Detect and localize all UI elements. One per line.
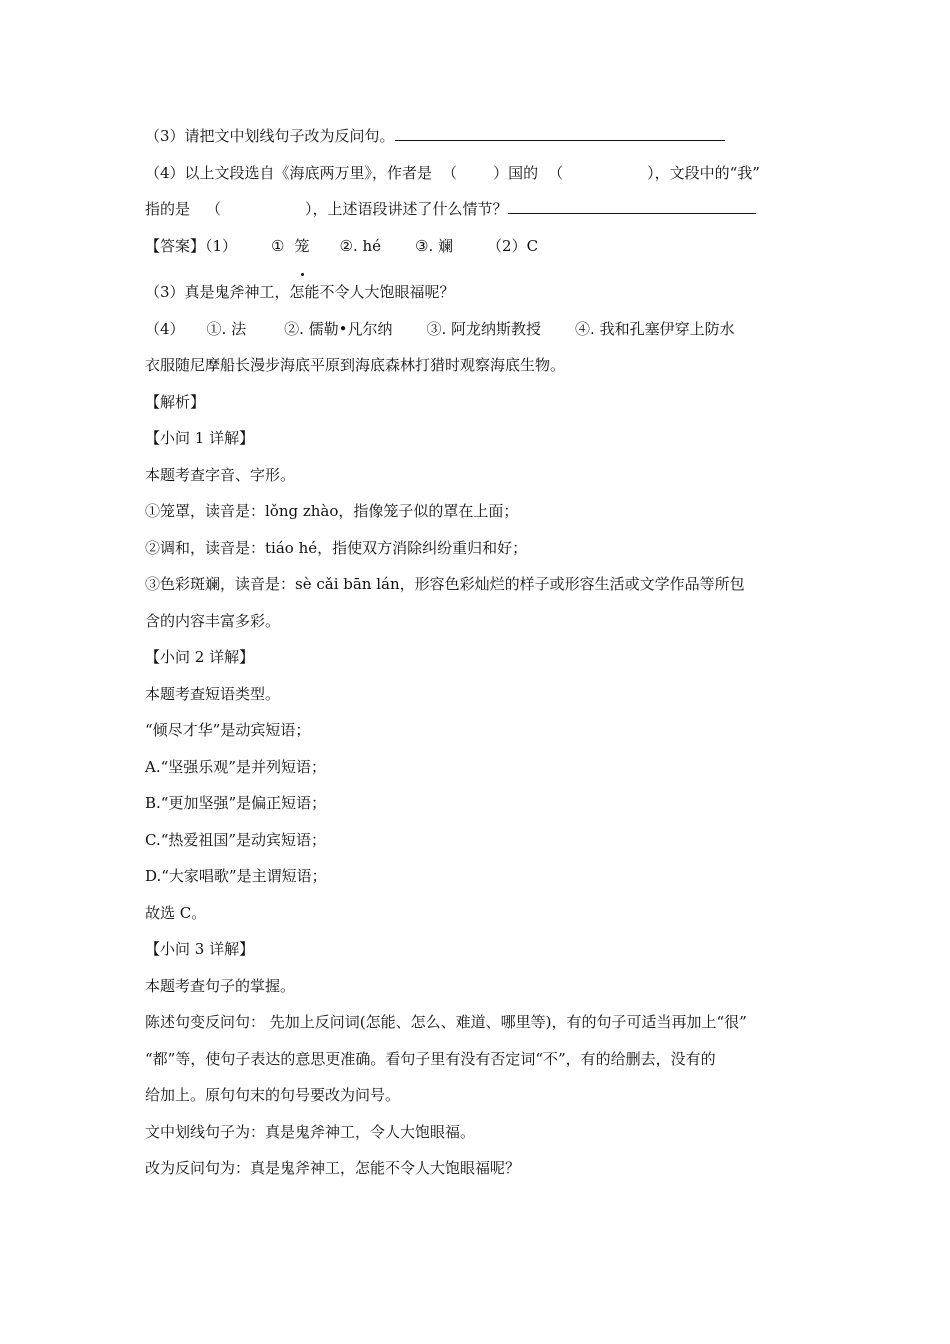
section-2-text: D.“大家唱歌”是主谓短语； bbox=[145, 867, 327, 885]
section-3-text: 文中划线句子为：真是鬼斧神工，令人大饱眼福。 bbox=[145, 1122, 476, 1141]
section-3-text: 给加上。原句句末的句号要改为问号。 bbox=[145, 1086, 401, 1104]
question-3-text: （3）请把文中划线句子改为反问句。 bbox=[145, 127, 395, 145]
answer-line-3: （3）真是鬼斧神工，怎能不令人大饱眼福呢？ bbox=[145, 283, 455, 301]
section-3-text: 改为反问句为：真是鬼斧神工，怎能不令人大饱眼福呢？ bbox=[145, 1159, 521, 1177]
analysis-label: 【解析】 bbox=[145, 392, 206, 411]
answer-line-4: （4） ①. 法 ②. 儒勒•凡尔纳 ③. 阿龙纳斯教授 ④. 我和孔塞伊穿上防水 bbox=[145, 319, 735, 338]
answer-blank bbox=[395, 126, 725, 141]
section-3-text: “都”等，使句子表达的意思更准确。看句子里有没有否定词“不”，有的给删去，没有的 bbox=[145, 1049, 716, 1068]
document-page bbox=[145, 118, 825, 1187]
answer-label: 【答案】（1） bbox=[145, 236, 238, 255]
section-2-text: A.“坚强乐观”是并列短语； bbox=[145, 757, 326, 776]
section-3-text: 陈述句变反问句： 先加上反问词(怎能、怎么、难道、哪里等)，有的句子可适当再加上“很” bbox=[145, 1013, 747, 1031]
section-2-text: 故选 C。 bbox=[145, 903, 207, 922]
section-2-text: “倾尽才华”是动宾短语； bbox=[145, 721, 311, 739]
question-3-line bbox=[145, 118, 825, 155]
section-1-title: 【小问 1 详解】 bbox=[145, 429, 255, 447]
section-1-text: ①笼罩，读音是：lǒng zhào，指像笼子似的罩在上面； bbox=[145, 502, 519, 520]
section-1-text: ③色彩斑斓，读音是：sè cǎi bān lán，形容色彩灿烂的样子或形容生活或文学作品等所包 bbox=[145, 575, 745, 593]
answer-line-1: 【答案】（1） ① 笼 ②. hé ③. 斓 （2）C bbox=[145, 228, 825, 265]
section-3-title: 【小问 3 详解】 bbox=[145, 940, 255, 958]
emphasis-dot-char: 笼 bbox=[295, 228, 310, 265]
answer-blank bbox=[508, 199, 756, 214]
section-1-text: 含的内容丰富多彩。 bbox=[145, 611, 281, 630]
section-1-text: 本题考查字音、字形。 bbox=[145, 465, 296, 484]
section-1-text: ②调和，读音是：tiáo hé，指使双方消除纠纷重归和好； bbox=[145, 538, 528, 557]
question-4-text: （4）以上文段选自《海底两万里》，作者是 bbox=[145, 163, 433, 182]
section-2-text: B.“更加坚强”是偏正短语； bbox=[145, 794, 327, 812]
section-2-text: 本题考查短语类型。 bbox=[145, 684, 281, 703]
section-2-title: 【小问 2 详解】 bbox=[145, 648, 255, 666]
question-4-line-1: （4）以上文段选自《海底两万里》，作者是 （ ）国的 （ ），文段中的“我” bbox=[145, 163, 760, 182]
section-2-text: C.“热爱祖国”是动宾短语； bbox=[145, 830, 327, 849]
answer-line-5: 衣服随尼摩船长漫步海底平原到海底森林打猎时观察海底生物。 bbox=[145, 356, 566, 374]
section-3-text: 本题考查句子的掌握。 bbox=[145, 976, 296, 995]
question-4-line-2: 指的是 （ ），上述语段讲述了什么情节？ bbox=[145, 191, 825, 228]
